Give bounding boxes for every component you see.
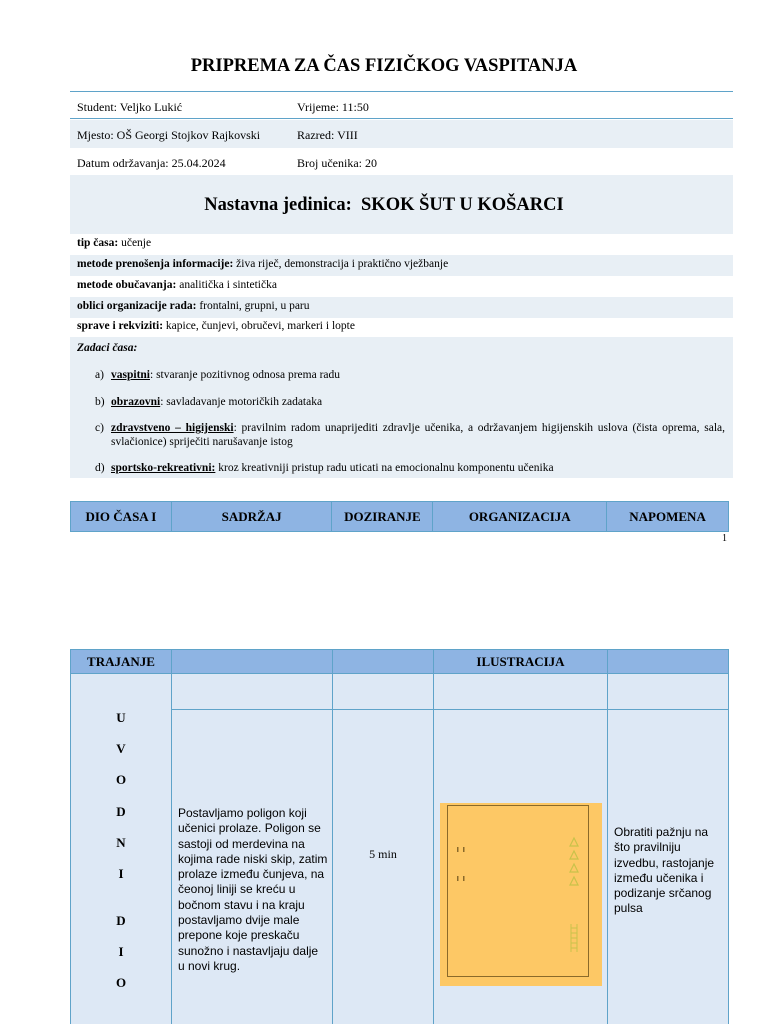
meta-label: tip časa: <box>77 237 119 249</box>
task-marker: c) <box>95 422 104 434</box>
lesson-table-body <box>70 649 729 1024</box>
task-text <box>111 421 725 449</box>
cones <box>570 838 578 885</box>
date-field: Datum održavanja: 25.04.2024 <box>77 156 226 170</box>
meta-row-equipment <box>70 317 733 338</box>
count-field: Broj učenika: 20 <box>297 156 377 170</box>
place-field: Mjesto: OŠ Georgi Stojkov Rajkovski <box>77 128 261 142</box>
hurdle-mark <box>463 876 465 881</box>
part-letter: I <box>118 944 124 959</box>
content-cell <box>171 709 333 1024</box>
tasks-title: Zadaci časa: <box>77 342 138 354</box>
part-letter: D <box>116 913 126 928</box>
empty-cell <box>607 673 729 710</box>
task-label: obrazovni <box>111 396 161 408</box>
polygon-illustration <box>440 803 602 986</box>
meta-row-methods-info <box>70 255 733 276</box>
page-number: 1 <box>722 533 727 544</box>
meta-row-type <box>70 234 733 255</box>
empty-cell <box>433 673 608 710</box>
agility-ladder <box>571 924 577 952</box>
header-cell-organization: ORGANIZACIJA <box>433 502 607 532</box>
dosage-cell <box>332 709 434 1024</box>
part-letter: O <box>115 975 127 990</box>
header-cell-empty <box>607 649 729 674</box>
part-name-cell <box>70 673 172 1024</box>
task-label: sportsko-rekreativni: <box>111 462 216 474</box>
cone-icon <box>570 838 578 846</box>
student-field: Student: Veljko Lukić <box>77 100 183 114</box>
header-cell-dosage: DOZIRANJE <box>332 502 433 532</box>
task-text <box>111 461 725 475</box>
part-letter: N <box>116 835 126 850</box>
meta-value: analitička i sintetička <box>176 279 277 291</box>
header-cell-duration: TRAJANJE <box>70 649 172 674</box>
task-label: vaspitni <box>111 369 150 381</box>
header-cell-note: NAPOMENA <box>607 502 729 532</box>
content-text: Postavljamo poligon koji učenici prolaze. Poligon se sastoji od merdevina na kojima rade niski skip, zatim prolaze između čunjeva, na čeonoj liniji se kreću u bočnom stavu i na kraju postavljamo dvije male prepone koje preskaču sunožno i nastavljaju dalje u novi krug. <box>178 806 328 973</box>
header-cell-part: DIO ČASA I <box>71 502 172 532</box>
header-cell-empty <box>171 649 333 674</box>
note-cell <box>607 709 729 1024</box>
grade-field: Razred: VIII <box>297 128 358 142</box>
lesson-table-header <box>70 501 729 532</box>
meta-value: učenje <box>118 237 152 249</box>
meta-label: sprave i rekviziti: <box>77 320 164 332</box>
meta-value: kapice, čunjevi, obručevi, markeri i lopte <box>163 320 355 332</box>
meta-label: metode obučavanja: <box>77 279 177 291</box>
task-text <box>111 368 725 382</box>
info-row-place <box>70 120 733 148</box>
task-desc: : stvaranje pozitivnog odnosa prema radu <box>150 369 341 381</box>
meta-value: živa riječ, demonstracija i praktično vježbanje <box>233 258 449 270</box>
illustration-cell <box>433 709 608 1024</box>
note-text: Obratiti pažnju na što pravilniju izvedbu, rastojanje između učenika i podizanje srčanog pulsa <box>614 825 715 916</box>
cone-icon <box>570 877 578 885</box>
header-cell-content: SADRŽAJ <box>171 502 332 532</box>
unit-name: SKOK ŠUT U KOŠARCI <box>361 195 564 215</box>
hurdle-mark <box>457 876 459 881</box>
part-letter: V <box>116 741 126 756</box>
empty-cell <box>332 673 434 710</box>
hurdle-markers <box>457 847 465 881</box>
task-label: zdravstveno – higijenski <box>111 422 234 434</box>
part-letter: I <box>118 866 124 881</box>
meta-row-methods-training <box>70 276 733 297</box>
info-row-student <box>70 91 733 119</box>
task-desc: kroz kreativniji pristup radu uticati na emocionalnu komponentu učenika <box>215 462 554 474</box>
dosage-text: 5 min <box>369 847 397 861</box>
part-letter: O <box>115 772 127 787</box>
time-field: Vrijeme: 11:50 <box>297 100 369 114</box>
task-desc: : pravilnim radom unaprijediti zdravlje učenika, a održavanjem higijenskih uslova (čista oprema, sala, svlačionice) spriječiti narušavanje istog <box>111 422 725 448</box>
meta-row-organization <box>70 297 733 318</box>
task-marker: d) <box>95 462 105 474</box>
cone-icon <box>570 851 578 859</box>
task-marker: a) <box>95 369 104 381</box>
court-outline <box>447 805 589 977</box>
header-cell-illustration: ILUSTRACIJA <box>433 649 608 674</box>
info-row-date <box>70 148 733 176</box>
part-letter: D <box>116 804 126 819</box>
meta-value: frontalni, grupni, u paru <box>196 300 310 312</box>
header-cell-empty <box>332 649 434 674</box>
hurdle-mark <box>463 847 465 852</box>
hurdle-mark <box>457 847 459 852</box>
unit-title <box>0 195 768 216</box>
empty-cell <box>171 673 333 710</box>
task-desc: : savladavanje motoričkih zadataka <box>160 396 323 408</box>
polygon-diagram <box>448 806 590 978</box>
meta-label: oblici organizacije rada: <box>77 300 197 312</box>
task-text <box>111 395 725 409</box>
page-title: PRIPREMA ZA ČAS FIZIČKOG VASPITANJA <box>190 56 578 76</box>
task-marker: b) <box>95 396 105 408</box>
part-letter: U <box>116 710 126 725</box>
meta-label: metode prenošenja informacije: <box>77 258 234 270</box>
cone-icon <box>570 864 578 872</box>
unit-label: Nastavna jedinica: <box>204 195 352 215</box>
